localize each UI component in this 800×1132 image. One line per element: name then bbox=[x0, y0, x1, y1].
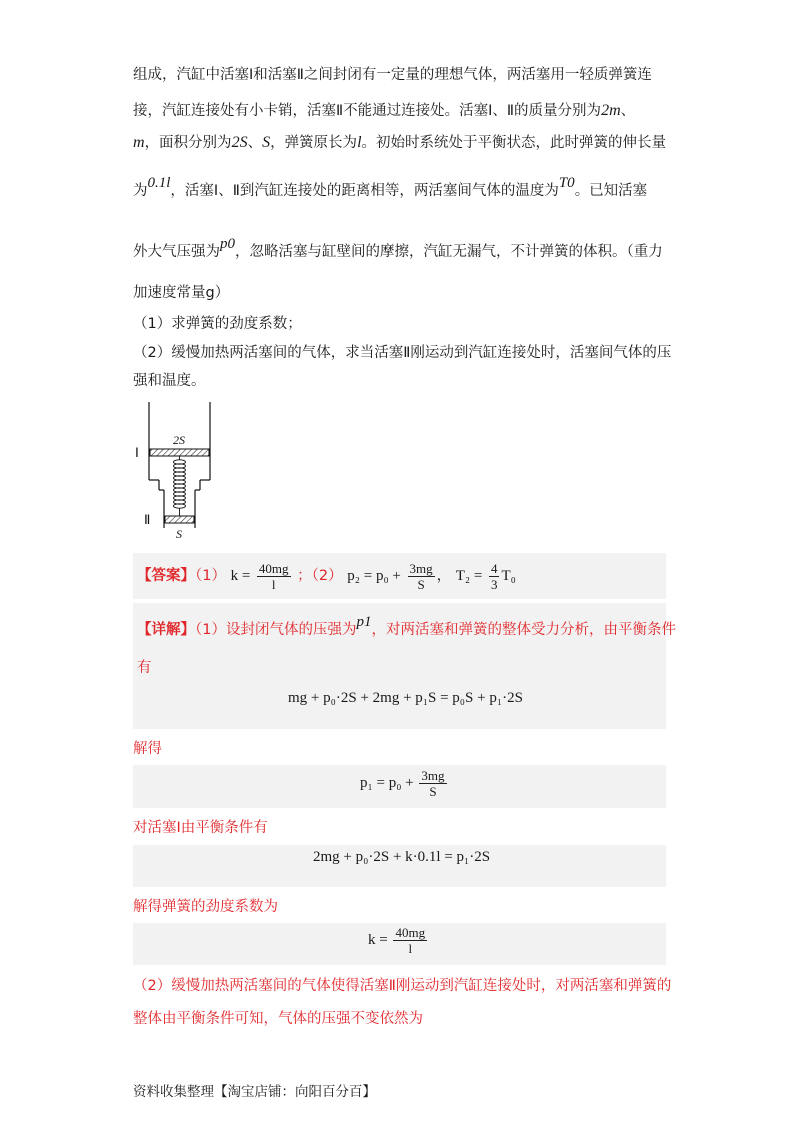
question-2-line-1: （2）缓慢加热两活塞间的气体，求当活塞Ⅱ刚运动到汽缸连接处时，活塞间气体的压 bbox=[133, 345, 672, 361]
part-2-line-2: 整体由平衡条件可知，气体的压强不变依然为 bbox=[133, 1011, 423, 1027]
equation-2: p₁ = p₀ + $\frac{3mg}{S}$ bbox=[360, 768, 445, 799]
problem-line-6: 加速度常量g） bbox=[133, 285, 230, 301]
solve-label-1: 解得 bbox=[133, 741, 162, 757]
problem-line-5: 外大气压强为p0，忽略活塞与缸壁间的摩擦，汽缸无漏气，不计弹簧的体积。（重力 bbox=[133, 236, 663, 260]
equation-4: k = $\frac{40mg}{l}$ bbox=[368, 925, 426, 956]
footer: 资料收集整理【淘宝店铺：向阳百分百】 bbox=[133, 1084, 376, 1100]
equation-3: 2mg + p₀·2S + k·0.1l = p₁·2S bbox=[313, 849, 491, 865]
piston-2 bbox=[165, 516, 194, 523]
problem-line-4: 为0.1l，活塞Ⅰ、Ⅱ到汽缸连接处的距离相等，两活塞间气体的温度为T0。已知活塞 bbox=[133, 175, 648, 199]
problem-line-1: 组成，汽缸中活塞Ⅰ和活塞Ⅱ之间封闭有一定量的理想气体，两活塞用一轻质弹簧连 bbox=[133, 67, 652, 83]
problem-line-2: 接，汽缸连接处有小卡销，活塞Ⅱ不能通过连接处。活塞Ⅰ、Ⅱ的质量分别为2m、 bbox=[133, 102, 636, 119]
spring bbox=[174, 456, 186, 516]
question-1: （1）求弹簧的劲度系数； bbox=[133, 316, 302, 332]
piston-1-label: 对活塞Ⅰ由平衡条件有 bbox=[133, 820, 268, 836]
piston-1 bbox=[150, 449, 209, 456]
label-piston-2: Ⅱ bbox=[144, 512, 151, 527]
cylinder-diagram bbox=[133, 400, 223, 548]
solve-k-label: 解得弹簧的劲度系数为 bbox=[133, 899, 278, 915]
detail-line-2: 有 bbox=[137, 660, 152, 676]
label-S: S bbox=[176, 527, 182, 541]
problem-line-3: m，面积分别为2S、S，弹簧原长为l。初始时系统处于平衡状态，此时弹簧的伸长量 bbox=[133, 134, 667, 151]
part-2-line-1: （2）缓慢加热两活塞间的气体使得活塞Ⅱ刚运动到汽缸连接处时，对两活塞和弹簧的 bbox=[133, 978, 672, 994]
label-2S: 2S bbox=[173, 433, 185, 447]
detail-line-1: 【详解】（1）设封闭气体的压强为p1，对两活塞和弹簧的整体受力分析，由平衡条件 bbox=[137, 614, 676, 638]
question-2-line-2: 强和温度。 bbox=[133, 373, 206, 389]
equation-1: mg + p₀·2S + 2mg + p₁S = p₀S + p₁·2S bbox=[288, 690, 523, 706]
label-piston-1: Ⅰ bbox=[135, 445, 139, 460]
answer-line: 【答案】（1） k = $\frac{40mg}{l}$ ；（2） p₂ = p₀ + $\frac{3mg}{S}$ ， T₂ = $\frac{4}{3}$ T₀ bbox=[137, 560, 516, 592]
